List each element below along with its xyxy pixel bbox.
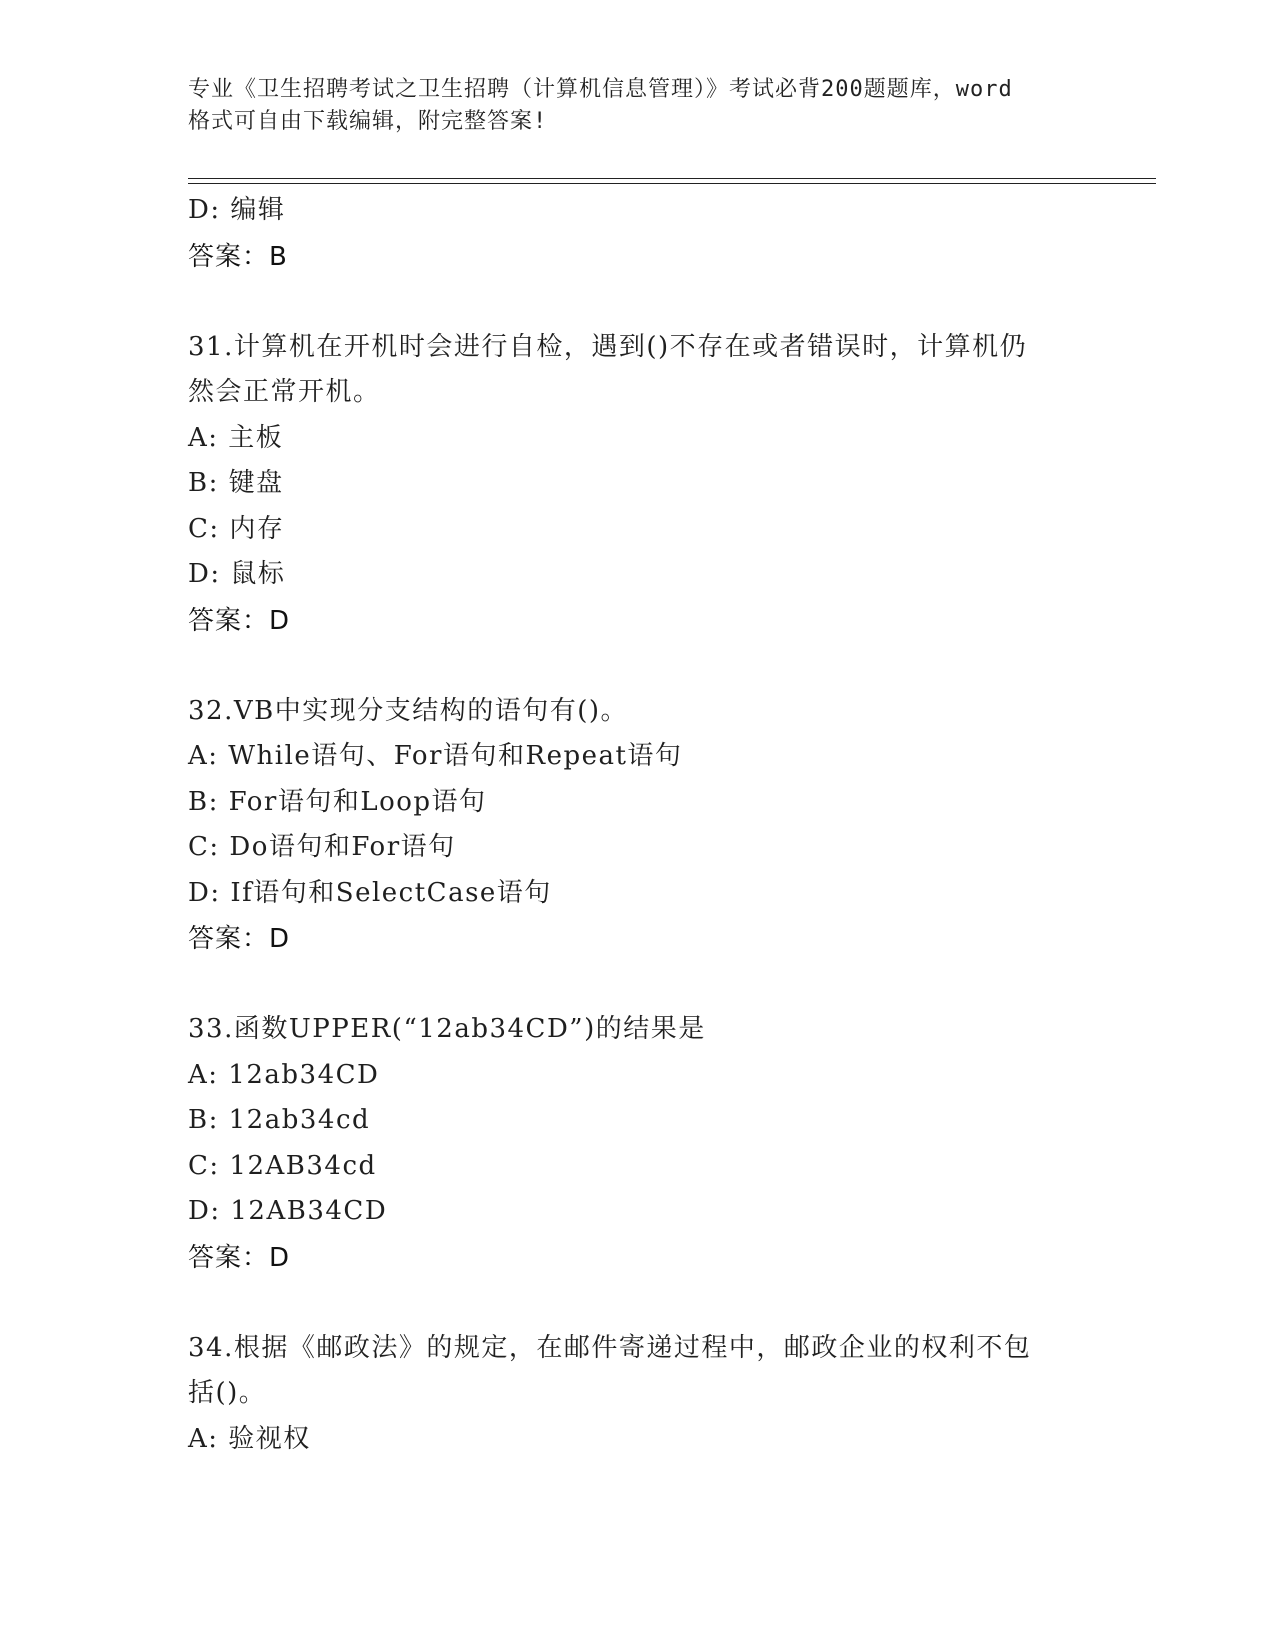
option-a: A: While语句、For语句和Repeat语句: [188, 741, 683, 771]
option-d: D: If语句和SelectCase语句: [188, 877, 552, 908]
header-divider-top: [188, 178, 1156, 179]
option-d: D: 12AB34CD: [188, 1196, 388, 1226]
option-b: B: For语句和Loop语句: [188, 786, 487, 817]
question-32: [188, 689, 1088, 963]
answer: 答案：D: [188, 605, 291, 636]
question-text-line-2: 括()。: [188, 1378, 267, 1408]
question-list: [188, 188, 1088, 1462]
option-c: C: 12AB34cd: [188, 1150, 377, 1181]
option-c: C: 内存: [188, 513, 285, 544]
answer: 答案：D: [188, 924, 291, 954]
question-text-line-1: 34.根据《邮政法》的规定，在邮件寄递过程中，邮政企业的权利不包: [188, 1332, 1032, 1363]
prev-answer: 答案：B: [188, 241, 288, 272]
option-a: A: 主板: [188, 422, 284, 453]
prev-option-d: D: 编辑: [188, 195, 286, 225]
question-text-line-2: 然会正常开机。: [188, 377, 381, 407]
option-c: C: Do语句和For语句: [188, 832, 456, 862]
question-text-line-1: 33.函数UPPER(“12ab34CD”)的结果是: [188, 1014, 706, 1044]
question-31: [188, 325, 1088, 644]
answer: 答案：D: [188, 1242, 291, 1273]
question-33: [188, 1007, 1088, 1281]
question-34: [188, 1326, 1088, 1463]
option-b: B: 12ab34cd: [188, 1105, 371, 1135]
header-line-2: 格式可自由下载编辑，附完整答案!: [188, 109, 548, 134]
option-a: A: 验视权: [188, 1423, 311, 1454]
question-text-line-1: 31.计算机在开机时会进行自检，遇到()不存在或者错误时，计算机仍: [188, 331, 1028, 362]
header-line-1: 专业《卫生招聘考试之卫生招聘（计算机信息管理）》考试必背200题题库，word: [188, 77, 1013, 102]
option-d: D: 鼠标: [188, 559, 286, 589]
header-divider-bottom: [188, 183, 1156, 184]
question-text-line-1: 32.VB中实现分支结构的语句有()。: [188, 695, 629, 726]
document-header: [188, 74, 1088, 138]
option-b: B: 键盘: [188, 468, 284, 498]
option-a: A: 12ab34CD: [188, 1059, 380, 1090]
